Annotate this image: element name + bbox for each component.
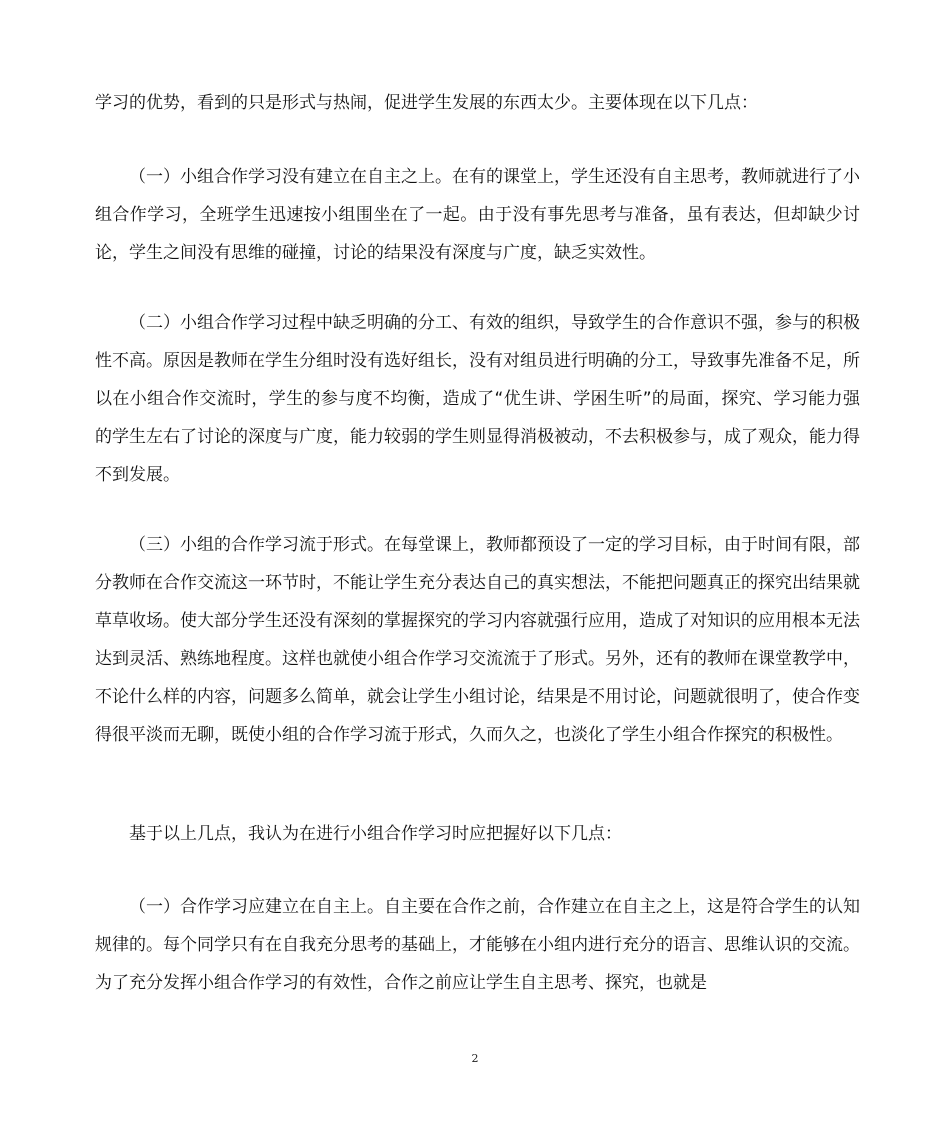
page-number: 2 bbox=[471, 1052, 479, 1065]
paragraph-suggestion-1: （一）合作学习应建立在自主上。自主要在合作之前，合作建立在自主之上，这是符合学生的认知规律的。每个同学只有在自我充分思考的基础上，才能够在小组内进行充分的语言、思维认识的交流。为了充分发挥小组合作学习的有效性，合作之前应让学生自主思考、探究，也就是 bbox=[95, 897, 860, 993]
paragraph-problem-3: （三）小组的合作学习流于形式。在每堂课上，教师都预设了一定的学习目标，由于时间有限，部分教师在合作交流这一环节时，不能让学生充分表达自己的真实想法，不能把问题真正的探究出结果就草草收场。使大部分学生还没有深刻的掌握探究的学习内容就强行应用，造成了对知识的应用根本无法达到灵活、熟练地程度。这样也就使小组合作学习交流流于了形式。另外，还有的教师在课堂教学中，不论什么样的内容，问题多么简单，就会让学生小组讨论，结果是不用讨论，问题就很明了，使合作变得很平淡而无聊，既使小组的合作学习流于形式，久而久之，也淡化了学生小组合作探究的积极性。 bbox=[95, 535, 860, 745]
paragraph-problem-1: （一）小组合作学习没有建立在自主之上。在有的课堂上，学生还没有自主思考，教师就进行了小组合作学习，全班学生迅速按小组围坐在了一起。由于没有事先思考与准备，虽有表达，但却缺少讨论，学生之间没有思维的碰撞，讨论的结果没有深度与广度，缺乏实效性。 bbox=[95, 167, 860, 263]
paragraph-transition: 基于以上几点，我认为在进行小组合作学习时应把握好以下几点： bbox=[129, 824, 622, 844]
paragraph-continuation: 学习的优势，看到的只是形式与热闹，促进学生发展的东西太少。主要体现在以下几点： bbox=[95, 93, 758, 113]
paragraph-problem-2: （二）小组合作学习过程中缺乏明确的分工、有效的组织，导致学生的合作意识不强，参与的积极性不高。原因是教师在学生分组时没有选好组长，没有对组员进行明确的分工，导致事先准备不足，所以在小组合作交流时，学生的参与度不均衡，造成了“优生讲、学困生听”的局面，探究、学习能力强的学生左右了讨论的深度与广度，能力较弱的学生则显得消极被动，不去积极参与，成了观众，能力得不到发展。 bbox=[95, 313, 860, 485]
